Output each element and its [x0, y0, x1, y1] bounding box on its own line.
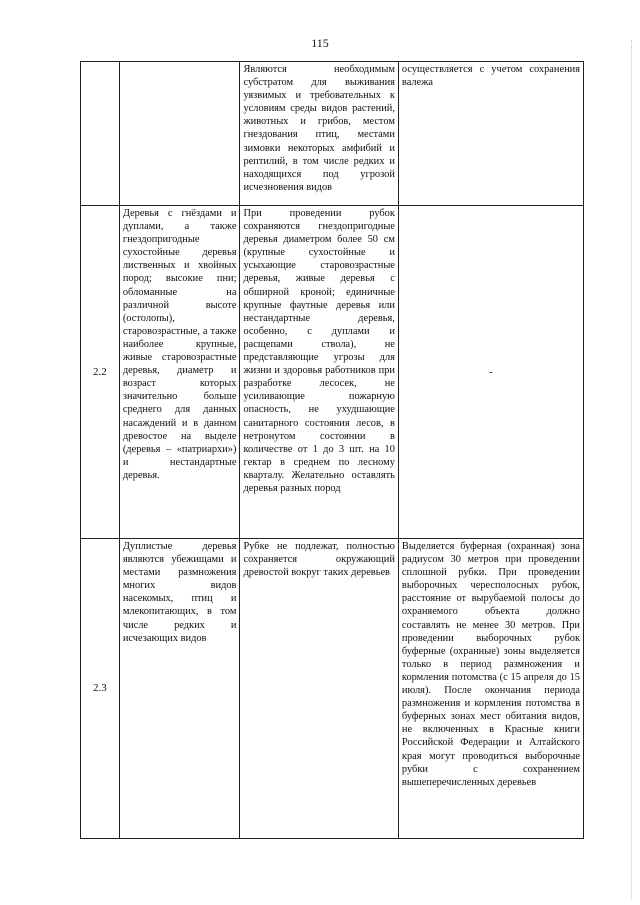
- row-number: 2.3: [81, 539, 120, 839]
- reason-cell: Рубке не подлежат, полностью сохраняется окружающий древостой вокруг таких деревьев: [240, 539, 398, 839]
- object-cell: [119, 62, 240, 206]
- measures-cell: -: [398, 206, 583, 539]
- page-number: 115: [311, 36, 329, 50]
- table-row: [81, 62, 584, 206]
- object-cell: Деревья с гнёздами и дуплами, а также гнездопригодные сухостойные деревья лиственных и хвойных пород; высокие пни; обломанные на различной высоте (остолопы), старовозрастные, а также наиболее крупные, живые старовозрастные деревья, диаметр и возраст которых значительно больше среднего для данных насаждений и в данном древостое на выделе (деревья – «патриархи») и нестандартные деревья.: [119, 206, 240, 539]
- object-cell: Дуплистые деревья являются убежищами и местами размножения многих видов насекомых, птиц и млекопитающих, в том числе редких и исчезающих видов: [119, 539, 240, 839]
- scan-edge-marks: [631, 40, 638, 900]
- row-number: [81, 62, 120, 206]
- reason-cell: При проведении рубок сохраняются гнездопригодные деревья диаметром более 50 см (крупные сухостойные и усыхающие старовозрастные деревья, живые деревья с обширной кроной; единичные крупные фаутные деревья или нестандартные деревья, особенно, с дуплами и расщепами ствола), не представляющие угрозы для жизни и здоровья работников при разработке лесосек, не усиливающие пожарную опасность, не ухудшающие санитарного состояния лесов, в нетронутом состоянии в количестве от 1 до 3 шт. на 10 гектар в среднем по лесному кварталу. Желательно оставлять деревья разных пород: [240, 206, 398, 539]
- reason-cell: Являются необходимым субстратом для выживания уязвимых и требовательных к условиям среды видов растений, животных и грибов, местом гнездования птиц, местами зимовки некоторых амфибий и рептилий, в том числе редких и находящихся под угрозой исчезновения видов: [240, 62, 398, 206]
- measures-cell: осуществляется с учетом сохранения валежа: [398, 62, 583, 206]
- measures-cell: Выделяется буферная (охранная) зона радиусом 30 метров при проведении сплошной рубки. При проведении выборочных чересполосных рубок, расстояние от вырубаемой полосы до охраняемого объекта должно составлять не менее 30 метров. При проведении выборочных рубок буферные (охранные) зоны выделяется только в период размножения и кормления потомства (с 15 апреля до 15 июля). После окончания периода размножения и кормления потомства в буферных зонах мест обитания видов, не включенных в Красные книги Российской Федерации и Алтайского края могут проводиться выборочные рубки с сохранением вышеперечисленных деревьев: [398, 539, 583, 839]
- measures-table: [80, 61, 584, 839]
- table-row: [81, 206, 584, 539]
- row-number: 2.2: [81, 206, 120, 539]
- table-row: [81, 539, 584, 839]
